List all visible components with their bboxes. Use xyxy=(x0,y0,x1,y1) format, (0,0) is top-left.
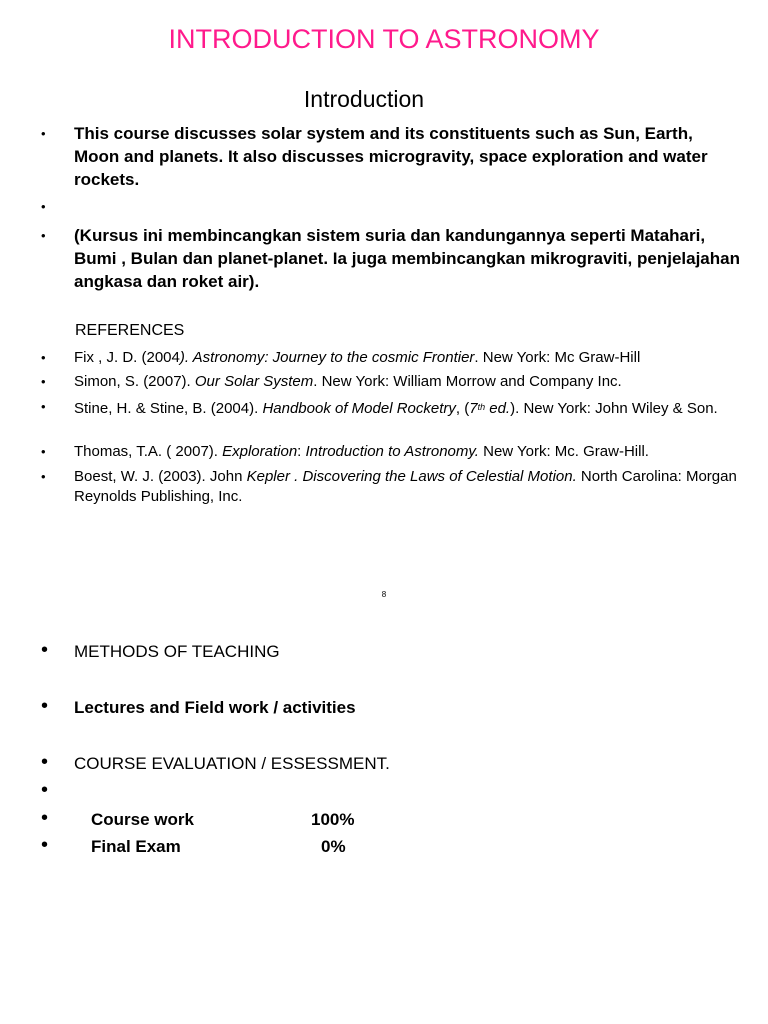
page-number: 8 xyxy=(381,590,387,599)
section-heading: Introduction xyxy=(303,86,425,112)
bullet-icon: • xyxy=(41,639,49,661)
lectures-text: Lectures and Field work / activities xyxy=(74,698,356,717)
bullet-icon: • xyxy=(41,834,49,856)
references-heading: REFERENCES xyxy=(75,322,185,339)
reference-text: Simon, S. (2007). Our Solar System. New York: William Morrow and Company Inc. xyxy=(74,373,622,390)
bullet-icon: • xyxy=(41,228,46,243)
reference-text: Stine, H. & Stine, B. (2004). Handbook of Model Rocketry, (7th ed.). New York: John Wiley & Son. xyxy=(74,400,718,417)
document-title: INTRODUCTION TO ASTRONOMY xyxy=(168,24,600,54)
bullet-icon: • xyxy=(41,374,46,389)
bullet-icon: • xyxy=(41,350,46,365)
bullet-icon: • xyxy=(41,695,49,717)
bullet-icon: • xyxy=(41,807,49,829)
course-work-value: 100% xyxy=(311,810,355,829)
course-work-label: Course work xyxy=(91,810,194,829)
final-exam-value: 0% xyxy=(321,837,346,856)
reference-text: Thomas, T.A. ( 2007). Exploration: Introduction to Astronomy. New York: Mc. Graw-Hill. xyxy=(74,443,649,460)
bullet-icon: • xyxy=(41,751,49,773)
bullet-icon: • xyxy=(41,199,46,214)
methods-heading: METHODS OF TEACHING xyxy=(74,642,280,661)
intro-text-en: This course discusses solar system and its constituents such as Sun, Earth, Moon and planets. It also discusses microgravity, space exploration and water rockets. xyxy=(74,124,708,189)
final-exam-label: Final Exam xyxy=(91,837,181,856)
reference-text: Fix , J. D. (2004). Astronomy: Journey to the cosmic Frontier. New York: Mc Graw-Hill xyxy=(74,349,641,366)
evaluation-heading: COURSE EVALUATION / ESSESSMENT. xyxy=(74,754,390,773)
reference-text: Boest, W. J. (2003). John Kepler . Discovering the Laws of Celestial Motion. North Carolina: Morgan Reynolds Publishing, Inc. xyxy=(74,468,737,505)
bullet-icon: • xyxy=(41,779,49,801)
intro-text-ms: (Kursus ini membincangkan sistem suria dan kandungannya seperti Matahari, Bumi , Bulan dan planet-planet. Ia juga membincangkan mikrograviti, penjelajahan angkasa dan roket air). xyxy=(74,226,740,291)
bullet-icon: • xyxy=(41,444,46,459)
bullet-icon: • xyxy=(41,126,46,141)
bullet-icon: • xyxy=(41,469,46,484)
bullet-icon: • xyxy=(41,399,46,414)
